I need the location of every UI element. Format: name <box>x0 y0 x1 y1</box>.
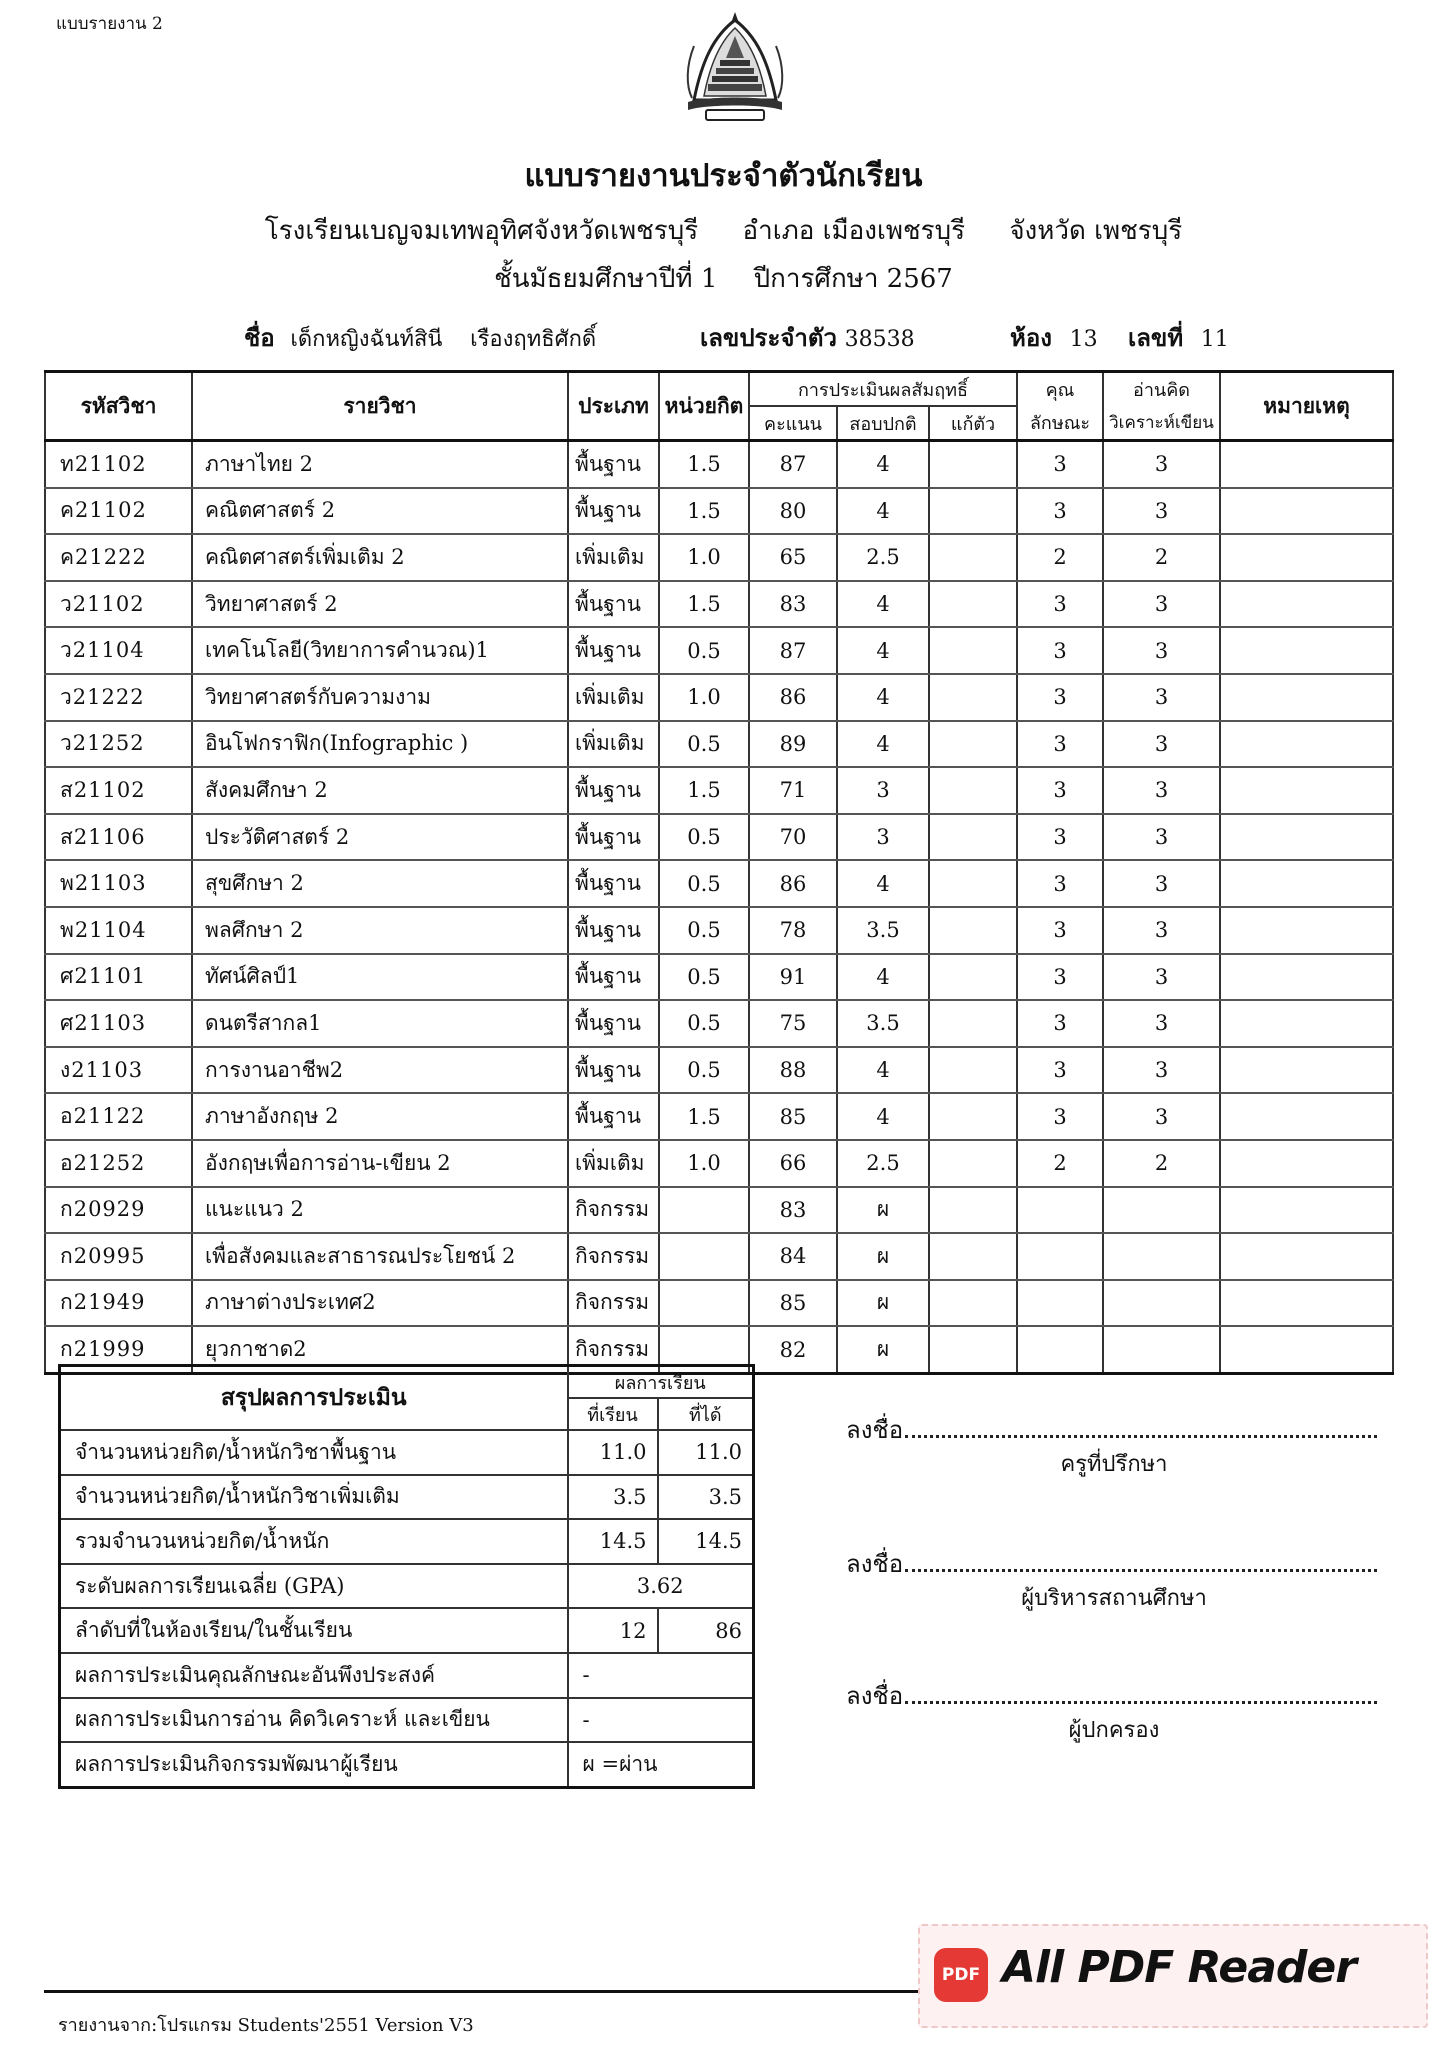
reading-score: 2 <box>1103 1140 1220 1187</box>
credit: 0.5 <box>659 1047 749 1094</box>
remark <box>1220 907 1393 954</box>
credit: 1.5 <box>659 441 749 488</box>
total-credits-earned: 14.5 <box>658 1519 754 1564</box>
academic-year: ปีการศึกษา 2567 <box>753 264 953 294</box>
province: จังหวัด เพชรบุรี <box>1009 216 1183 246</box>
grade: 4 <box>837 860 929 907</box>
grade: 3 <box>837 767 929 814</box>
grade: 3.5 <box>837 1000 929 1047</box>
character-score: 3 <box>1017 1093 1103 1140</box>
retest <box>929 767 1017 814</box>
subject-type: เพิ่มเติม <box>568 534 659 581</box>
grade: 3 <box>837 814 929 861</box>
reading-score <box>1103 1233 1220 1280</box>
reading-score: 3 <box>1103 674 1220 721</box>
grade: ผ <box>837 1233 929 1280</box>
credit: 1.0 <box>659 674 749 721</box>
character-score: 3 <box>1017 441 1103 488</box>
subject-type: พื้นฐาน <box>568 627 659 674</box>
number-value: 11 <box>1200 327 1229 352</box>
school-name: โรงเรียนเบญจมเทพอุทิศจังหวัดเพชรบุรี <box>264 216 699 246</box>
col-subject: รายวิชา <box>192 372 568 441</box>
pdf-app-icon[interactable]: PDF <box>934 1948 988 2002</box>
reading-score <box>1103 1280 1220 1327</box>
score: 65 <box>749 534 837 581</box>
score: 86 <box>749 860 837 907</box>
grade-line <box>0 258 1447 299</box>
total-credits-studied: 14.5 <box>568 1519 658 1564</box>
character-score: 3 <box>1017 488 1103 535</box>
grade-rows <box>45 441 1393 1374</box>
number-label: เลขที่ <box>1128 323 1184 352</box>
credit: 1.5 <box>659 488 749 535</box>
retest <box>929 1233 1017 1280</box>
reading-score: 3 <box>1103 860 1220 907</box>
score: 83 <box>749 1187 837 1234</box>
character-score: 2 <box>1017 534 1103 581</box>
reading-label: ผลการประเมินการอ่าน คิดวิเคราะห์ และเขียน <box>60 1698 568 1743</box>
score: 80 <box>749 488 837 535</box>
character-score: 3 <box>1017 627 1103 674</box>
subject-type: กิจกรรม <box>568 1187 659 1234</box>
score: 83 <box>749 581 837 628</box>
subject-code: ว21252 <box>45 721 192 768</box>
total-credits-label: รวมจำนวนหน่วยกิต/น้ำหนัก <box>60 1519 568 1564</box>
parent-signature-line <box>846 1676 1377 1715</box>
table-row <box>45 907 1393 954</box>
retest <box>929 1140 1017 1187</box>
subject-name: อินโฟกราฟิก(Infographic ) <box>192 721 568 768</box>
subject-type: กิจกรรม <box>568 1326 659 1373</box>
remark <box>1220 814 1393 861</box>
remark <box>1220 954 1393 1001</box>
retest <box>929 1047 1017 1094</box>
col-credit: หน่วยกิต <box>659 372 749 441</box>
signature-dots <box>905 1417 1377 1438</box>
remark <box>1220 674 1393 721</box>
activity-value: ผ =ผ่าน <box>568 1742 754 1787</box>
retest <box>929 488 1017 535</box>
subject-code: อ21122 <box>45 1093 192 1140</box>
extra-credits-studied: 3.5 <box>568 1475 658 1520</box>
room-value: 13 <box>1069 327 1098 352</box>
table-row <box>45 581 1393 628</box>
reading-score: 2 <box>1103 534 1220 581</box>
credit: 0.5 <box>659 627 749 674</box>
director-signature-line <box>846 1544 1377 1583</box>
retest <box>929 627 1017 674</box>
col-remark: หมายเหตุ <box>1220 372 1393 441</box>
table-row <box>45 488 1393 535</box>
remark <box>1220 860 1393 907</box>
grade: 4 <box>837 954 929 1001</box>
report-title: แบบรายงานประจำตัวนักเรียน <box>524 158 923 194</box>
remark <box>1220 721 1393 768</box>
grade: ผ <box>837 1326 929 1373</box>
character-score: 3 <box>1017 860 1103 907</box>
character-score: 2 <box>1017 1140 1103 1187</box>
earned-header: ที่ได้ <box>658 1398 754 1430</box>
remark <box>1220 534 1393 581</box>
basic-credits-label: จำนวนหน่วยกิต/น้ำหนักวิชาพื้นฐาน <box>60 1430 568 1475</box>
reading-score: 3 <box>1103 814 1220 861</box>
subject-code: พ21103 <box>45 860 192 907</box>
subject-code: อ21252 <box>45 1140 192 1187</box>
subject-code: ง21103 <box>45 1047 192 1094</box>
retest <box>929 721 1017 768</box>
grade: 3.5 <box>837 907 929 954</box>
first-name: เด็กหญิงฉันท์สินี <box>290 327 443 352</box>
credit <box>659 1233 749 1280</box>
table-row <box>45 954 1393 1001</box>
credit: 1.0 <box>659 1140 749 1187</box>
reading-score: 3 <box>1103 488 1220 535</box>
subject-name: อังกฤษเพื่อการอ่าน-เขียน 2 <box>192 1140 568 1187</box>
sign-label: ลงชื่อ <box>846 1416 904 1444</box>
credit: 0.5 <box>659 907 749 954</box>
credit <box>659 1280 749 1327</box>
reading-score: 3 <box>1103 1000 1220 1047</box>
form-number: แบบรายงาน 2 <box>56 14 163 34</box>
signature-dots <box>905 1683 1377 1704</box>
extra-credits-earned: 3.5 <box>658 1475 754 1520</box>
subject-name: คณิตศาสตร์ 2 <box>192 488 568 535</box>
subject-name: ภาษาไทย 2 <box>192 441 568 488</box>
basic-credits-earned: 11.0 <box>658 1430 754 1475</box>
pdf-reader-brand[interactable]: All PDF Reader <box>1002 1942 1356 1993</box>
credit: 0.5 <box>659 860 749 907</box>
col-code: รหัสวิชา <box>45 372 192 441</box>
character-score <box>1017 1187 1103 1234</box>
advisor-role: ครูที่ปรึกษา <box>1060 1452 1168 1477</box>
character-score <box>1017 1233 1103 1280</box>
retest <box>929 814 1017 861</box>
room <box>1010 318 1098 357</box>
retest <box>929 954 1017 1001</box>
subject-type: พื้นฐาน <box>568 488 659 535</box>
table-row <box>45 1187 1393 1234</box>
subject-type: เพิ่มเติม <box>568 1140 659 1187</box>
remark <box>1220 581 1393 628</box>
subject-name: ยุวกาชาด2 <box>192 1326 568 1373</box>
col-retest: แก้ตัว <box>929 406 1017 441</box>
score: 78 <box>749 907 837 954</box>
table-row <box>45 674 1393 721</box>
retest <box>929 1187 1017 1234</box>
subject-code: ก21999 <box>45 1326 192 1373</box>
subject-name: ทัศน์ศิลป์1 <box>192 954 568 1001</box>
grade: 4 <box>837 1047 929 1094</box>
character-score: 3 <box>1017 721 1103 768</box>
rank-grade: 86 <box>658 1608 754 1653</box>
subject-type: พื้นฐาน <box>568 1047 659 1094</box>
character-score <box>1017 1326 1103 1373</box>
col-assessment: การประเมินผลสัมฤทธิ์ <box>749 372 1017 407</box>
col-regular: สอบปกติ <box>837 406 929 441</box>
score: 71 <box>749 767 837 814</box>
sign-label: ลงชื่อ <box>846 1682 904 1710</box>
subject-name: สังคมศึกษา 2 <box>192 767 568 814</box>
subject-type: เพิ่มเติม <box>568 721 659 768</box>
subject-name: พลศึกษา 2 <box>192 907 568 954</box>
rank-label: ลำดับที่ในห้องเรียน/ในชั้นเรียน <box>60 1608 568 1653</box>
reading-value: - <box>568 1698 754 1743</box>
summary-title: สรุปผลการประเมิน <box>60 1366 568 1431</box>
subject-code: ศ21101 <box>45 954 192 1001</box>
grade: ผ <box>837 1187 929 1234</box>
name-label: ชื่อ <box>244 323 275 352</box>
remark <box>1220 488 1393 535</box>
remark <box>1220 767 1393 814</box>
score: 85 <box>749 1093 837 1140</box>
gpa-value: 3.62 <box>568 1564 754 1609</box>
col-reading-top: อ่านคิด <box>1103 372 1220 407</box>
character-score: 3 <box>1017 907 1103 954</box>
student-id <box>700 318 915 357</box>
reading-score <box>1103 1326 1220 1373</box>
subject-name: คณิตศาสตร์เพิ่มเติม 2 <box>192 534 568 581</box>
subject-code: ค21102 <box>45 488 192 535</box>
subject-code: ว21102 <box>45 581 192 628</box>
reading-score: 3 <box>1103 627 1220 674</box>
score: 89 <box>749 721 837 768</box>
subject-type: พื้นฐาน <box>568 581 659 628</box>
subject-type: พื้นฐาน <box>568 954 659 1001</box>
subject-name: เพื่อสังคมและสาธารณประโยชน์ 2 <box>192 1233 568 1280</box>
grade: 2.5 <box>837 534 929 581</box>
grade: 2.5 <box>837 1140 929 1187</box>
remark <box>1220 1326 1393 1373</box>
score: 85 <box>749 1280 837 1327</box>
footer-source: รายงานจาก:โปรแกรม Students'2551 Version V3 <box>58 2015 474 2036</box>
remark <box>1220 1000 1393 1047</box>
rank-room: 12 <box>568 1608 658 1653</box>
remark <box>1220 1187 1393 1234</box>
table-row <box>45 1140 1393 1187</box>
subject-name: ประวัติศาสตร์ 2 <box>192 814 568 861</box>
score: 91 <box>749 954 837 1001</box>
subject-type: พื้นฐาน <box>568 1093 659 1140</box>
subject-type: พื้นฐาน <box>568 907 659 954</box>
grade: 4 <box>837 674 929 721</box>
subject-type: พื้นฐาน <box>568 441 659 488</box>
school-line <box>0 210 1447 251</box>
retest <box>929 674 1017 721</box>
grade: 4 <box>837 441 929 488</box>
grade: 4 <box>837 627 929 674</box>
table-row <box>45 534 1393 581</box>
subject-code: ส21106 <box>45 814 192 861</box>
subject-name: วิทยาศาสตร์ 2 <box>192 581 568 628</box>
remark <box>1220 627 1393 674</box>
character-score: 3 <box>1017 581 1103 628</box>
retest <box>929 860 1017 907</box>
reading-score: 3 <box>1103 581 1220 628</box>
result-header: ผลการเรียน <box>568 1366 754 1399</box>
subject-code: ว21222 <box>45 674 192 721</box>
remark <box>1220 1233 1393 1280</box>
subject-name: เทคโนโลยี(วิทยาการคำนวณ)1 <box>192 627 568 674</box>
table-row <box>45 860 1393 907</box>
basic-credits-studied: 11.0 <box>568 1430 658 1475</box>
subject-code: ว21104 <box>45 627 192 674</box>
id-value: 38538 <box>844 327 915 352</box>
reading-score: 3 <box>1103 954 1220 1001</box>
reading-score: 3 <box>1103 441 1220 488</box>
subject-type: พื้นฐาน <box>568 860 659 907</box>
col-character-top: คุณ <box>1017 372 1103 407</box>
col-score: คะแนน <box>749 406 837 441</box>
reading-score <box>1103 1187 1220 1234</box>
studied-header: ที่เรียน <box>568 1398 658 1430</box>
credit: 0.5 <box>659 954 749 1001</box>
reading-score: 3 <box>1103 1047 1220 1094</box>
col-type: ประเภท <box>568 372 659 441</box>
subject-name: แนะแนว 2 <box>192 1187 568 1234</box>
grade: ผ <box>837 1280 929 1327</box>
signature-dots <box>905 1551 1377 1572</box>
score: 84 <box>749 1233 837 1280</box>
subject-type: กิจกรรม <box>568 1280 659 1327</box>
seat-number <box>1128 318 1229 357</box>
remark <box>1220 1093 1393 1140</box>
col-character-bottom: ลักษณะ <box>1017 406 1103 441</box>
reading-score: 3 <box>1103 907 1220 954</box>
remark <box>1220 441 1393 488</box>
character-score: 3 <box>1017 767 1103 814</box>
extra-credits-label: จำนวนหน่วยกิต/น้ำหนักวิชาเพิ่มเติม <box>60 1475 568 1520</box>
credit: 0.5 <box>659 721 749 768</box>
score: 75 <box>749 1000 837 1047</box>
sign-label: ลงชื่อ <box>846 1550 904 1578</box>
character-value: - <box>568 1653 754 1698</box>
grade-level: ชั้นมัธยมศึกษาปีที่ 1 <box>494 264 718 294</box>
table-row <box>45 441 1393 488</box>
reading-score: 3 <box>1103 1093 1220 1140</box>
retest <box>929 1326 1017 1373</box>
grade: 4 <box>837 488 929 535</box>
remark <box>1220 1047 1393 1094</box>
table-row <box>45 1093 1393 1140</box>
character-score: 3 <box>1017 674 1103 721</box>
id-label: เลขประจำตัว <box>700 323 837 352</box>
subject-type: พื้นฐาน <box>568 814 659 861</box>
subject-name: วิทยาศาสตร์กับความงาม <box>192 674 568 721</box>
character-score: 3 <box>1017 1047 1103 1094</box>
character-score: 3 <box>1017 1000 1103 1047</box>
activity-label: ผลการประเมินกิจกรรมพัฒนาผู้เรียน <box>60 1742 568 1787</box>
table-row <box>45 814 1393 861</box>
subject-code: ค21222 <box>45 534 192 581</box>
subject-name: ภาษาอังกฤษ 2 <box>192 1093 568 1140</box>
score: 86 <box>749 674 837 721</box>
subject-type: เพิ่มเติม <box>568 674 659 721</box>
subject-type: พื้นฐาน <box>568 1000 659 1047</box>
advisor-signature-line <box>846 1410 1377 1449</box>
subject-code: พ21104 <box>45 907 192 954</box>
reading-score: 3 <box>1103 721 1220 768</box>
retest <box>929 441 1017 488</box>
col-reading-bottom: วิเคราะห์เขียน <box>1103 406 1220 441</box>
retest <box>929 581 1017 628</box>
summary-table <box>58 1364 755 1789</box>
room-label: ห้อง <box>1010 323 1052 352</box>
character-score <box>1017 1280 1103 1327</box>
score: 66 <box>749 1140 837 1187</box>
retest <box>929 534 1017 581</box>
credit: 1.5 <box>659 767 749 814</box>
table-row <box>45 627 1393 674</box>
subject-type: พื้นฐาน <box>568 767 659 814</box>
credit <box>659 1187 749 1234</box>
character-label: ผลการประเมินคุณลักษณะอันพึงประสงค์ <box>60 1653 568 1698</box>
credit: 1.0 <box>659 534 749 581</box>
subject-code: ส21102 <box>45 767 192 814</box>
score: 82 <box>749 1326 837 1373</box>
grades-table <box>44 370 1394 1375</box>
subject-code: ก21949 <box>45 1280 192 1327</box>
score: 87 <box>749 627 837 674</box>
character-score: 3 <box>1017 954 1103 1001</box>
table-row <box>45 1233 1393 1280</box>
score: 70 <box>749 814 837 861</box>
subject-code: ท21102 <box>45 441 192 488</box>
reading-score: 3 <box>1103 767 1220 814</box>
retest <box>929 907 1017 954</box>
subject-name: ภาษาต่างประเทศ2 <box>192 1280 568 1327</box>
grade: 4 <box>837 581 929 628</box>
retest <box>929 1000 1017 1047</box>
subject-code: ศ21103 <box>45 1000 192 1047</box>
subject-name: ดนตรีสากล1 <box>192 1000 568 1047</box>
gpa-label: ระดับผลการเรียนเฉลี่ย (GPA) <box>60 1564 568 1609</box>
character-score: 3 <box>1017 814 1103 861</box>
school-seal-icon <box>676 6 794 126</box>
grade: 4 <box>837 721 929 768</box>
credit: 0.5 <box>659 814 749 861</box>
score: 88 <box>749 1047 837 1094</box>
table-row <box>45 721 1393 768</box>
surname: เรืองฤทธิศักดิ์ <box>470 327 597 352</box>
credit: 1.5 <box>659 1093 749 1140</box>
credit: 1.5 <box>659 581 749 628</box>
grade: 4 <box>837 1093 929 1140</box>
retest <box>929 1280 1017 1327</box>
subject-name: สุขศึกษา 2 <box>192 860 568 907</box>
table-row <box>45 767 1393 814</box>
student-name <box>244 318 596 357</box>
subject-code: ก20995 <box>45 1233 192 1280</box>
subject-code: ก20929 <box>45 1187 192 1234</box>
parent-role: ผู้ปกครอง <box>1068 1718 1160 1743</box>
table-row <box>45 1047 1393 1094</box>
table-row <box>45 1000 1393 1047</box>
credit: 0.5 <box>659 1000 749 1047</box>
director-role: ผู้บริหารสถานศึกษา <box>1021 1586 1207 1611</box>
retest <box>929 1093 1017 1140</box>
subject-name: การงานอาชีพ2 <box>192 1047 568 1094</box>
remark <box>1220 1140 1393 1187</box>
score: 87 <box>749 441 837 488</box>
subject-type: กิจกรรม <box>568 1233 659 1280</box>
district: อำเภอ เมืองเพชรบุรี <box>742 216 966 246</box>
table-row <box>45 1280 1393 1327</box>
remark <box>1220 1280 1393 1327</box>
